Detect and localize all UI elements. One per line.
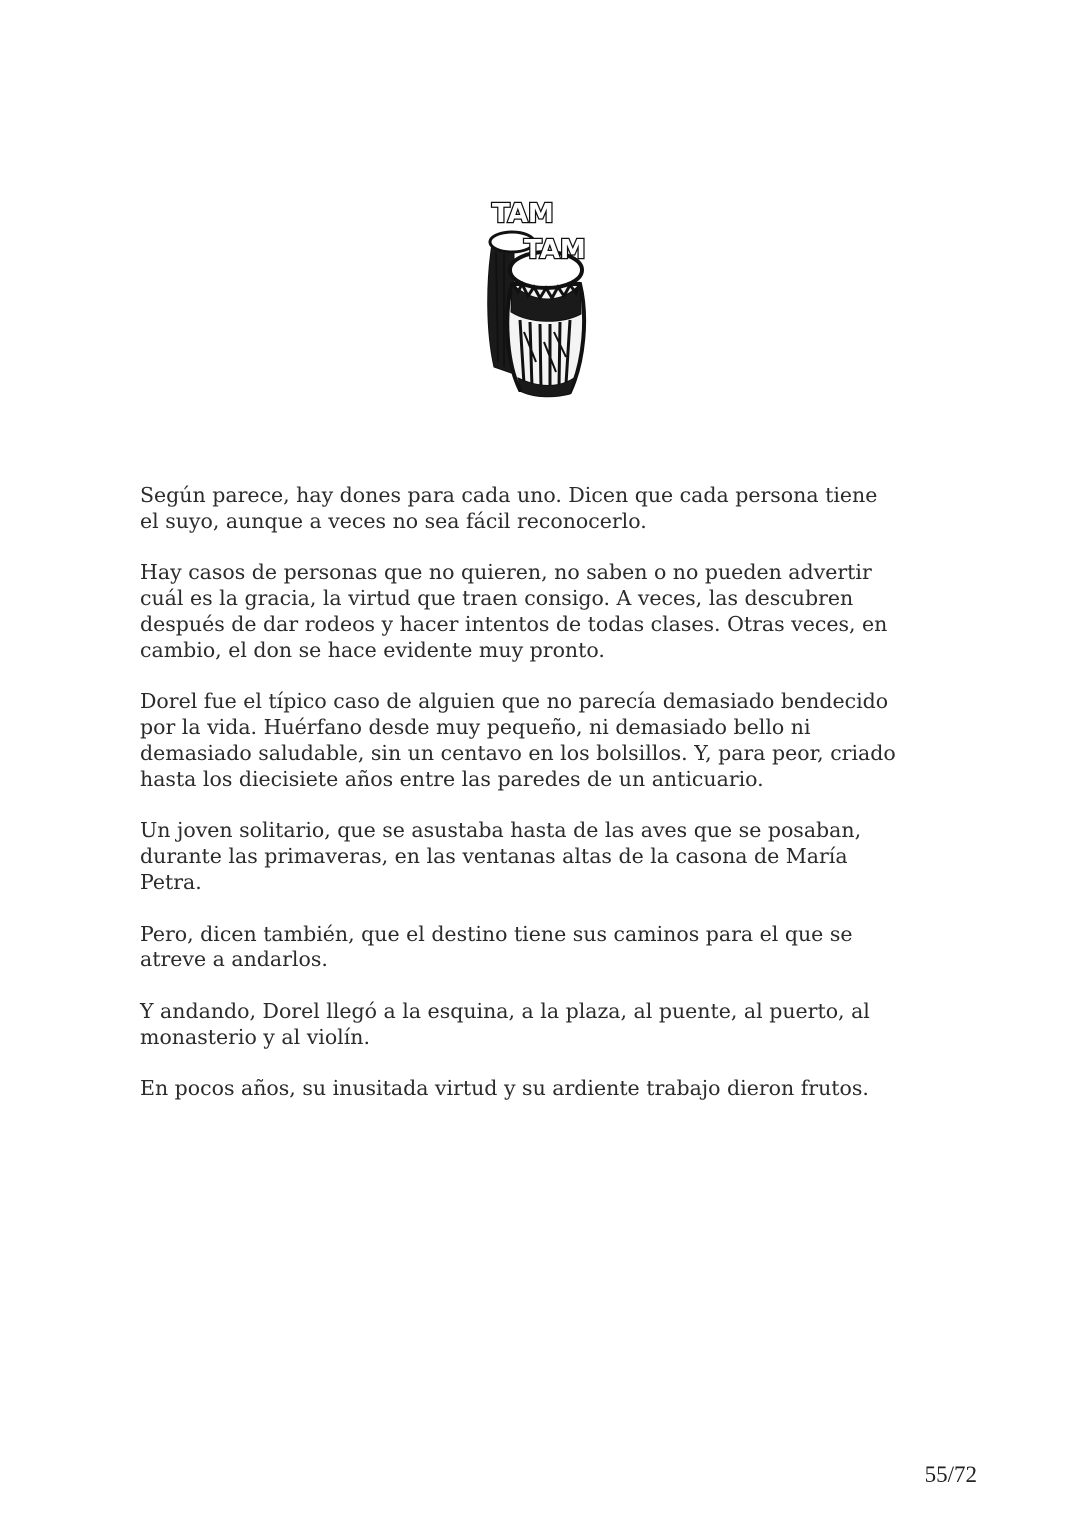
- drums-icon: [484, 192, 602, 400]
- text-line: hasta los diecisiete años entre las paredes de un anticuario.: [140, 766, 764, 791]
- paragraph-6: [140, 999, 960, 1051]
- text-line: Según parece, hay dones para cada uno. Dicen que cada persona tiene: [140, 483, 878, 507]
- paragraph-3: [140, 689, 960, 792]
- paragraph-5: [140, 922, 960, 974]
- text-line: Hay casos de personas que no quieren, no saben o no pueden advertir: [140, 560, 872, 585]
- text-line: Petra.: [140, 869, 202, 894]
- text-line: cambio, el don se hace evidente muy pronto.: [140, 637, 605, 662]
- tam-tam-drums-illustration: [484, 192, 602, 400]
- text-line: atreve a andarlos.: [140, 947, 328, 972]
- text-line: cuál es la gracia, la virtud que traen consigo. A veces, las descubren: [140, 586, 854, 611]
- paragraph-4: [140, 818, 960, 895]
- text-line: Dorel fue el típico caso de alguien que no parecía demasiado bendecido: [140, 689, 889, 714]
- text-line: En pocos años, su inusitada virtud y su ardiente trabajo dieron frutos.: [140, 1076, 869, 1101]
- text-line: durante las primaveras, en las ventanas altas de la casona de María: [140, 844, 848, 869]
- paragraph-1: [140, 483, 960, 535]
- tam-text-top: TAM: [492, 199, 554, 229]
- text-line: por la vida. Huérfano desde muy pequeño, ni demasiado bello ni: [140, 715, 811, 740]
- text-line: demasiado saludable, sin un centavo en los bolsillos. Y, para peor, criado: [140, 740, 896, 765]
- body-text: [140, 483, 960, 1128]
- text-line: después de dar rodeos y hacer intentos de todas clases. Otras veces, en: [140, 611, 888, 636]
- text-line: monasterio y al violín.: [140, 1024, 371, 1049]
- paragraph-7: [140, 1076, 960, 1102]
- text-line: Un joven solitario, que se asustaba hasta de las aves que se posaban,: [140, 818, 862, 843]
- text-line: Pero, dicen también, que el destino tiene sus caminos para el que se: [140, 921, 853, 946]
- page-number: 55/72: [924, 1462, 977, 1487]
- text-line: el suyo, aunque a veces no sea fácil reconocerlo.: [140, 508, 647, 533]
- text-line: Y andando, Dorel llegó a la esquina, a la plaza, al puente, al puerto, al: [140, 998, 870, 1023]
- paragraph-2: [140, 560, 960, 663]
- tam-text-bottom: TAM: [524, 235, 586, 265]
